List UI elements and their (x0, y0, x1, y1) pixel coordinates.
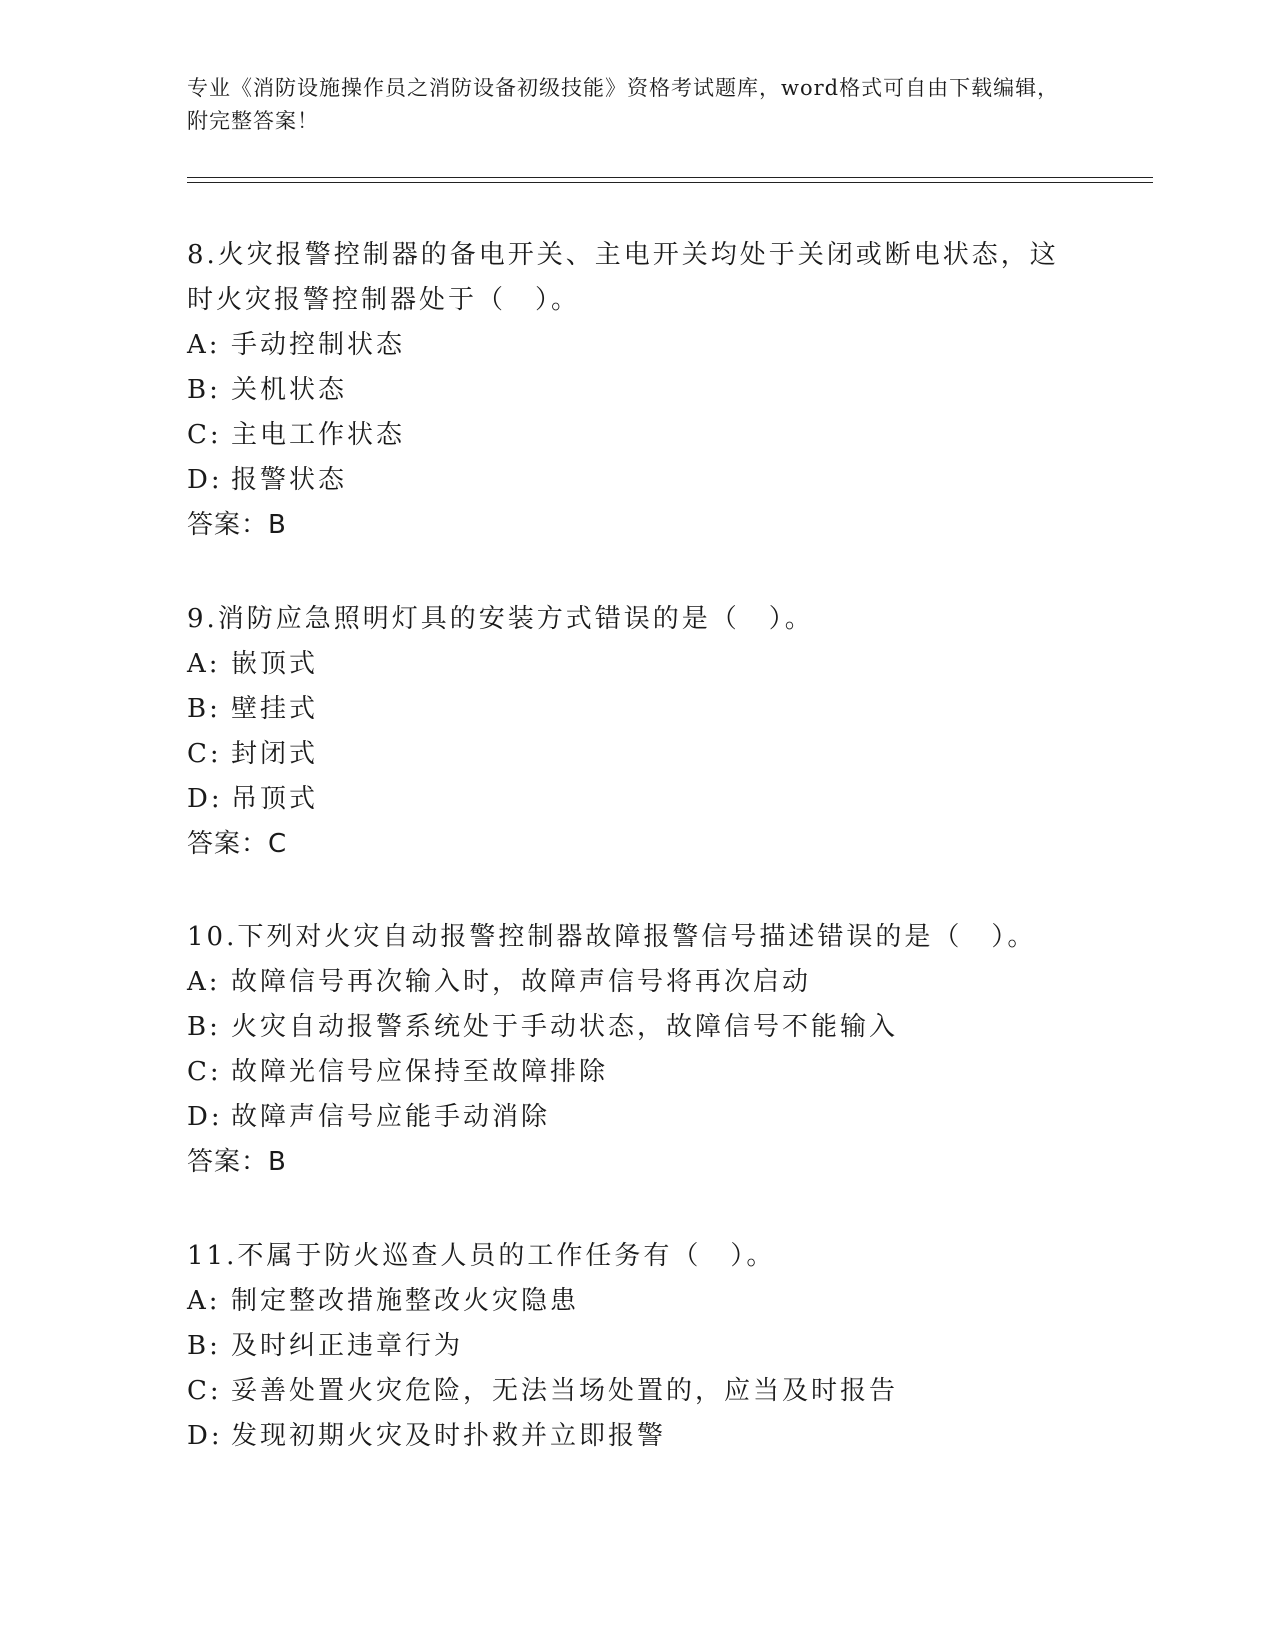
option-a (187, 642, 1087, 687)
question-stem: 8.火灾报警控制器的备电开关、主电开关均处于关闭或断电状态，这时火灾报警控制器处于（ ）。 (187, 240, 1059, 315)
option-text: 主电工作状态 (231, 420, 406, 450)
answer-line: 答案：B (187, 510, 287, 540)
option-c (187, 1369, 1087, 1414)
option-text: 火灾自动报警系统处于手动状态，故障信号不能输入 (231, 1012, 899, 1042)
option-text: 报警状态 (231, 465, 348, 495)
question-stem: 11.不属于防火巡查人员的工作任务有（ ）。 (187, 1241, 776, 1271)
header-divider-top (187, 177, 1153, 178)
option-letter: A: (187, 649, 221, 679)
option-b (187, 687, 1087, 732)
option-c (187, 1050, 1087, 1095)
option-b (187, 1324, 1087, 1369)
question-stem: 9.消防应急照明灯具的安装方式错误的是（ ）。 (187, 604, 814, 634)
option-b (187, 1005, 1087, 1050)
option-text: 妥善处置火灾危险，无法当场处置的，应当及时报告 (231, 1376, 899, 1406)
option-letter: D: (187, 1421, 223, 1451)
option-text: 吊顶式 (231, 784, 319, 814)
question-stem: 10.下列对火灾自动报警控制器故障报警信号描述错误的是（ ）。 (187, 922, 1037, 952)
option-text: 嵌顶式 (231, 649, 319, 679)
option-text: 发现初期火灾及时扑救并立即报警 (231, 1421, 667, 1451)
option-text: 故障光信号应保持至故障排除 (231, 1057, 609, 1087)
option-letter: C: (187, 739, 222, 769)
option-letter: D: (187, 1102, 223, 1132)
option-letter: B: (187, 375, 221, 405)
option-text: 封闭式 (231, 739, 319, 769)
option-letter: C: (187, 420, 222, 450)
question-9 (187, 597, 1087, 867)
option-letter: C: (187, 1057, 222, 1087)
option-letter: D: (187, 784, 223, 814)
option-letter: A: (187, 1286, 221, 1316)
answer-line: 答案：B (187, 1147, 287, 1177)
option-d (187, 458, 1087, 503)
option-text: 关机状态 (231, 375, 348, 405)
option-c (187, 732, 1087, 777)
option-d (187, 1414, 1087, 1459)
option-a (187, 1279, 1087, 1324)
question-10 (187, 915, 1087, 1185)
question-8 (187, 233, 1087, 548)
option-a (187, 323, 1087, 368)
option-text: 手动控制状态 (231, 330, 406, 360)
header-divider-bottom (187, 182, 1153, 183)
option-letter: B: (187, 1331, 221, 1361)
option-a (187, 960, 1087, 1005)
option-letter: D: (187, 465, 223, 495)
document-intro: 专业《消防设施操作员之消防设备初级技能》资格考试题库，word格式可自由下载编辑，附完整答案！ (187, 76, 1060, 133)
answer-line: 答案：C (187, 829, 288, 859)
option-text: 故障信号再次输入时，故障声信号将再次启动 (231, 967, 812, 997)
option-letter: A: (187, 330, 221, 360)
option-text: 壁挂式 (231, 694, 319, 724)
option-c (187, 413, 1087, 458)
option-text: 故障声信号应能手动消除 (231, 1102, 551, 1132)
option-text: 制定整改措施整改火灾隐患 (231, 1286, 580, 1316)
option-letter: B: (187, 694, 221, 724)
question-11 (187, 1234, 1087, 1459)
option-letter: B: (187, 1012, 221, 1042)
option-text: 及时纠正违章行为 (231, 1331, 464, 1361)
option-letter: C: (187, 1376, 222, 1406)
option-d (187, 777, 1087, 822)
option-b (187, 368, 1087, 413)
option-letter: A: (187, 967, 221, 997)
option-d (187, 1095, 1087, 1140)
